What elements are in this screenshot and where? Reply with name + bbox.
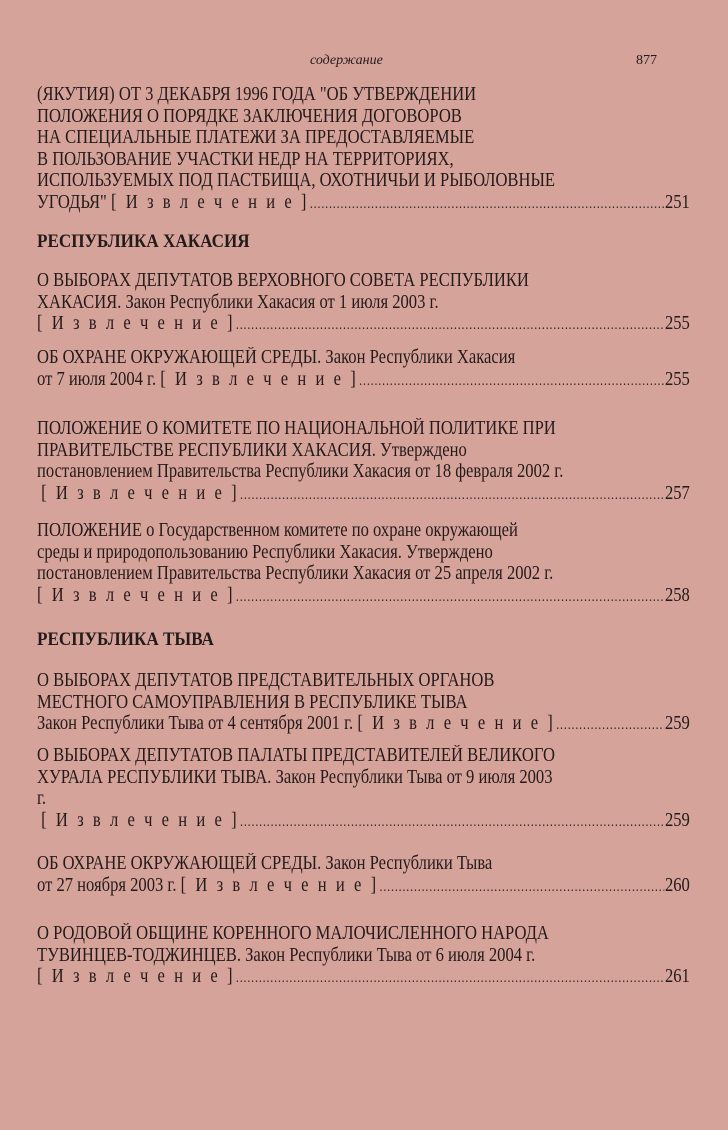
- entry-page-number[interactable]: 260: [664, 874, 690, 896]
- entry-leader-line: [37, 810, 690, 834]
- entry-title-line: В ПОЛЬЗОВАНИЕ УЧАСТКИ НЕДР НА ТЕРРИТОРИЯХ,: [37, 148, 454, 170]
- entry-title-line: О ВЫБОРАХ ДЕПУТАТОВ ПАЛАТЫ ПРЕДСТАВИТЕЛЕЙ ВЕЛИКОГО: [37, 745, 556, 766]
- entry-title-line: О РОДОВОЙ ОБЩИНЕ КОРЕННОГО МАЛОЧИСЛЕННОГО НАРОДА: [37, 923, 549, 944]
- dot-leader: [236, 315, 664, 337]
- toc-entry[interactable]: [37, 84, 690, 215]
- extract-label: [ И з в л е ч е н и е ]: [110, 191, 309, 213]
- entry-title-tail: от 7 июля 2004 г.: [37, 368, 161, 390]
- dot-leader: [240, 485, 664, 507]
- entry-page-number[interactable]: 259: [664, 713, 690, 734]
- entry-leader-line: [37, 966, 690, 990]
- entry-page-number[interactable]: 261: [664, 966, 690, 987]
- page-number: 877: [636, 53, 657, 68]
- extract-label: [ И з в л е ч е н и е ]: [37, 966, 236, 987]
- dot-leader: [380, 877, 665, 899]
- entry-title-tail: УГОДЬЯ": [37, 191, 111, 213]
- extract-label: [ И з в л е ч е н и е ]: [37, 584, 236, 606]
- dot-leader: [240, 812, 664, 834]
- entry-title-line: ИСПОЛЬЗУЕМЫХ ПОД ПАСТБИЩА, ОХОТНИЧЬИ И РЫБОЛОВНЫЕ: [37, 170, 556, 191]
- dot-leader: [236, 587, 664, 609]
- entry-page-number[interactable]: 258: [664, 584, 690, 606]
- extract-label: [ И з в л е ч е н и е ]: [41, 482, 240, 504]
- running-header-title: содержание: [310, 53, 383, 68]
- entry-title-line: г.: [37, 788, 47, 809]
- entry-title-line: ХУРАЛА РЕСПУБЛИКИ ТЫВА. Закон Республики Тыва от 9 июля 2003: [37, 766, 553, 788]
- entry-title-line: МЕСТНОГО САМОУПРАВЛЕНИЯ В РЕСПУБЛИКЕ ТЫВА: [37, 691, 468, 713]
- dot-leader: [310, 194, 664, 216]
- entry-leader-line: [37, 483, 690, 507]
- entry-title-line: НА СПЕЦИАЛЬНЫЕ ПЛАТЕЖИ ЗА ПРЕДОСТАВЛЯЕМЫЕ: [37, 127, 475, 148]
- section-heading: РЕСПУБЛИКА ХАКАСИЯ: [37, 231, 250, 252]
- entry-title-line: ОБ ОХРАНЕ ОКРУЖАЮЩЕЙ СРЕДЫ. Закон Республики Хакасия: [37, 347, 516, 368]
- entry-title-line: О ВЫБОРАХ ДЕПУТАТОВ ВЕРХОВНОГО СОВЕТА РЕСПУБЛИКИ: [37, 270, 529, 291]
- dot-leader: [359, 371, 664, 393]
- entry-leader-line: [37, 713, 690, 737]
- entry-leader-line: [37, 875, 690, 899]
- entry-page-number[interactable]: 251: [664, 191, 690, 213]
- entry-title-line: О ВЫБОРАХ ДЕПУТАТОВ ПРЕДСТАВИТЕЛЬНЫХ ОРГАНОВ: [37, 670, 495, 691]
- section-heading: РЕСПУБЛИКА ТЫВА: [37, 629, 214, 650]
- dot-leader: [556, 715, 664, 737]
- extract-label: [ И з в л е ч е н и е ]: [41, 809, 240, 831]
- entry-title-line: среды и природопользованию Республики Хакасия. Утверждено: [37, 541, 493, 563]
- toc-entry[interactable]: [37, 923, 690, 990]
- entry-page-number[interactable]: 257: [664, 482, 690, 504]
- toc-entry[interactable]: [37, 745, 690, 833]
- entry-title-line: ПОЛОЖЕНИЯ О ПОРЯДКЕ ЗАКЛЮЧЕНИЯ ДОГОВОРОВ: [37, 105, 462, 127]
- entry-title-line: постановлением Правительства Республики Хакасия от 18 февраля 2002 г.: [37, 461, 564, 482]
- dot-leader: [236, 968, 664, 990]
- entry-title-line: ОБ ОХРАНЕ ОКРУЖАЮЩЕЙ СРЕДЫ. Закон Республики Тыва: [37, 853, 493, 874]
- toc-entry[interactable]: [37, 347, 690, 392]
- entry-leader-line: [37, 585, 690, 609]
- entry-leader-line: [37, 192, 690, 216]
- entry-leader-line: [37, 313, 690, 337]
- entry-title-tail: от 27 ноября 2003 г.: [37, 874, 181, 896]
- extract-label: [ И з в л е ч е н и е ]: [160, 368, 359, 390]
- entry-title-line: ПОЛОЖЕНИЕ о Государственном комитете по охране окружающей: [37, 520, 518, 541]
- extract-label: [ И з в л е ч е н и е ]: [180, 874, 379, 896]
- entry-title-line: постановлением Правительства Республики Хакасия от 25 апреля 2002 г.: [37, 563, 554, 584]
- entry-title-line: (ЯКУТИЯ) ОТ 3 ДЕКАБРЯ 1996 ГОДА "ОБ УТВЕРЖДЕНИИ: [37, 84, 477, 105]
- entry-title-line: ПОЛОЖЕНИЕ О КОМИТЕТЕ ПО НАЦИОНАЛЬНОЙ ПОЛИТИКЕ ПРИ: [37, 418, 556, 439]
- entry-page-number[interactable]: 255: [664, 313, 690, 334]
- extract-label: [ И з в л е ч е н и е ]: [357, 713, 556, 734]
- toc-entry[interactable]: [37, 418, 690, 506]
- toc-entry[interactable]: [37, 270, 690, 337]
- entry-title-line: ПРАВИТЕЛЬСТВЕ РЕСПУБЛИКИ ХАКАСИЯ. Утверждено: [37, 439, 467, 461]
- entry-page-number[interactable]: 255: [664, 368, 690, 390]
- entry-leader-line: [37, 369, 690, 393]
- toc-entry[interactable]: [37, 670, 690, 737]
- entry-title-line: ТУВИНЦЕВ-ТОДЖИНЦЕВ. Закон Республики Тыва от 6 июля 2004 г.: [37, 944, 536, 966]
- entry-title-line: ХАКАСИЯ. Закон Республики Хакасия от 1 июля 2003 г.: [37, 291, 439, 313]
- extract-label: [ И з в л е ч е н и е ]: [37, 313, 236, 334]
- toc-entry[interactable]: [37, 853, 690, 898]
- entry-title-tail: Закон Республики Тыва от 4 сентября 2001 г.: [37, 713, 358, 734]
- entry-page-number[interactable]: 259: [664, 809, 690, 831]
- toc-entry[interactable]: [37, 520, 690, 608]
